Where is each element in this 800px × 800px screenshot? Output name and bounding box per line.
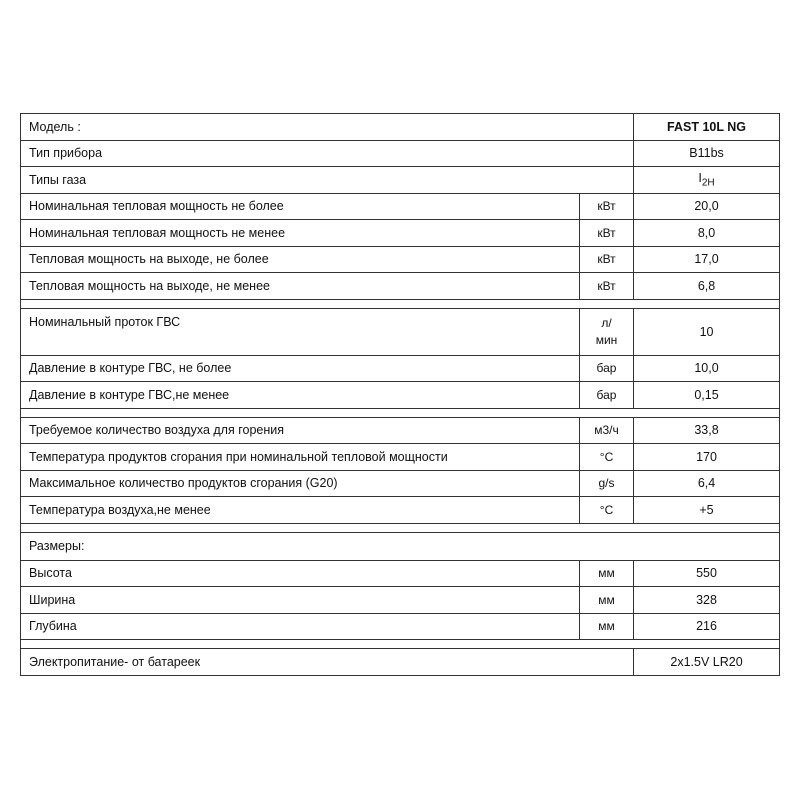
spacer-cell	[21, 523, 780, 532]
nom-power-min-unit: кВт	[580, 220, 634, 247]
table-row	[21, 140, 780, 167]
dhw-flow-unit	[580, 308, 634, 355]
depth-value: 216	[634, 613, 780, 640]
spacer-cell	[21, 299, 780, 308]
depth-unit: мм	[580, 613, 634, 640]
air-required-unit: м3/ч	[580, 417, 634, 444]
nom-power-min-value: 8,0	[634, 220, 780, 247]
dhw-pressure-max-unit: бар	[580, 355, 634, 382]
gas-types-label: Типы газа	[21, 167, 634, 194]
table-row	[21, 560, 780, 587]
gas-types-main: I	[698, 171, 702, 185]
height-value: 550	[634, 560, 780, 587]
nom-power-max-unit: кВт	[580, 193, 634, 220]
table-row	[21, 587, 780, 614]
spec-table	[20, 113, 780, 676]
spacer-cell	[21, 408, 780, 417]
table-row	[21, 246, 780, 273]
out-power-max-label: Тепловая мощность на выходе, не более	[21, 246, 580, 273]
table-row	[21, 273, 780, 300]
table-row	[21, 308, 780, 355]
air-temp-min-label: Температура воздуха,не менее	[21, 497, 580, 524]
depth-label: Глубина	[21, 613, 580, 640]
table-row	[21, 220, 780, 247]
device-type-value: B11bs	[634, 140, 780, 167]
table-row	[21, 444, 780, 471]
dhw-flow-unit-line2: мин	[595, 332, 618, 347]
flue-temp-value: 170	[634, 444, 780, 471]
table-row	[21, 355, 780, 382]
table-spacer	[21, 408, 780, 417]
table-spacer	[21, 640, 780, 649]
model-value: FAST 10L NG	[634, 114, 780, 141]
flue-max-value: 6,4	[634, 470, 780, 497]
gas-types-value	[634, 167, 780, 194]
height-label: Высота	[21, 560, 580, 587]
power-supply-label: Электропитание- от батареек	[21, 649, 634, 676]
air-temp-min-unit: °C	[580, 497, 634, 524]
table-row	[21, 613, 780, 640]
table-spacer	[21, 299, 780, 308]
dimensions-heading: Размеры:	[21, 532, 780, 560]
out-power-max-unit: кВт	[580, 246, 634, 273]
nom-power-min-label: Номинальная тепловая мощность не менее	[21, 220, 580, 247]
table-row	[21, 417, 780, 444]
air-required-value: 33,8	[634, 417, 780, 444]
dhw-pressure-min-unit: бар	[580, 382, 634, 409]
model-label: Модель :	[21, 114, 634, 141]
air-temp-min-value: +5	[634, 497, 780, 524]
spacer-cell	[21, 640, 780, 649]
dhw-pressure-max-value: 10,0	[634, 355, 780, 382]
width-value: 328	[634, 587, 780, 614]
out-power-min-label: Тепловая мощность на выходе, не менее	[21, 273, 580, 300]
nom-power-max-value: 20,0	[634, 193, 780, 220]
table-row	[21, 497, 780, 524]
width-label: Ширина	[21, 587, 580, 614]
dhw-flow-value: 10	[634, 308, 780, 355]
out-power-max-value: 17,0	[634, 246, 780, 273]
width-unit: мм	[580, 587, 634, 614]
height-unit: мм	[580, 560, 634, 587]
table-row	[21, 114, 780, 141]
table-row	[21, 193, 780, 220]
table-row	[21, 382, 780, 409]
dhw-pressure-max-label: Давление в контуре ГВС, не более	[21, 355, 580, 382]
power-supply-value: 2x1.5V LR20	[634, 649, 780, 676]
out-power-min-value: 6,8	[634, 273, 780, 300]
out-power-min-unit: кВт	[580, 273, 634, 300]
table-row	[21, 470, 780, 497]
air-required-label: Требуемое количество воздуха для горения	[21, 417, 580, 444]
table-spacer	[21, 523, 780, 532]
flue-max-unit: g/s	[580, 470, 634, 497]
dhw-pressure-min-label: Давление в контуре ГВС,не менее	[21, 382, 580, 409]
table-row	[21, 649, 780, 676]
flue-max-label: Максимальное количество продуктов сгорания (G20)	[21, 470, 580, 497]
flue-temp-unit: °C	[580, 444, 634, 471]
flue-temp-label: Температура продуктов сгорания при номинальной тепловой мощности	[21, 444, 580, 471]
device-type-label: Тип прибора	[21, 140, 634, 167]
table-row	[21, 167, 780, 194]
dhw-flow-unit-line1: л/	[601, 315, 612, 330]
nom-power-max-label: Номинальная тепловая мощность не более	[21, 193, 580, 220]
gas-types-sub: 2H	[701, 177, 715, 189]
table-row	[21, 532, 780, 560]
dhw-pressure-min-value: 0,15	[634, 382, 780, 409]
dhw-flow-label: Номинальный проток ГВС	[21, 308, 580, 355]
